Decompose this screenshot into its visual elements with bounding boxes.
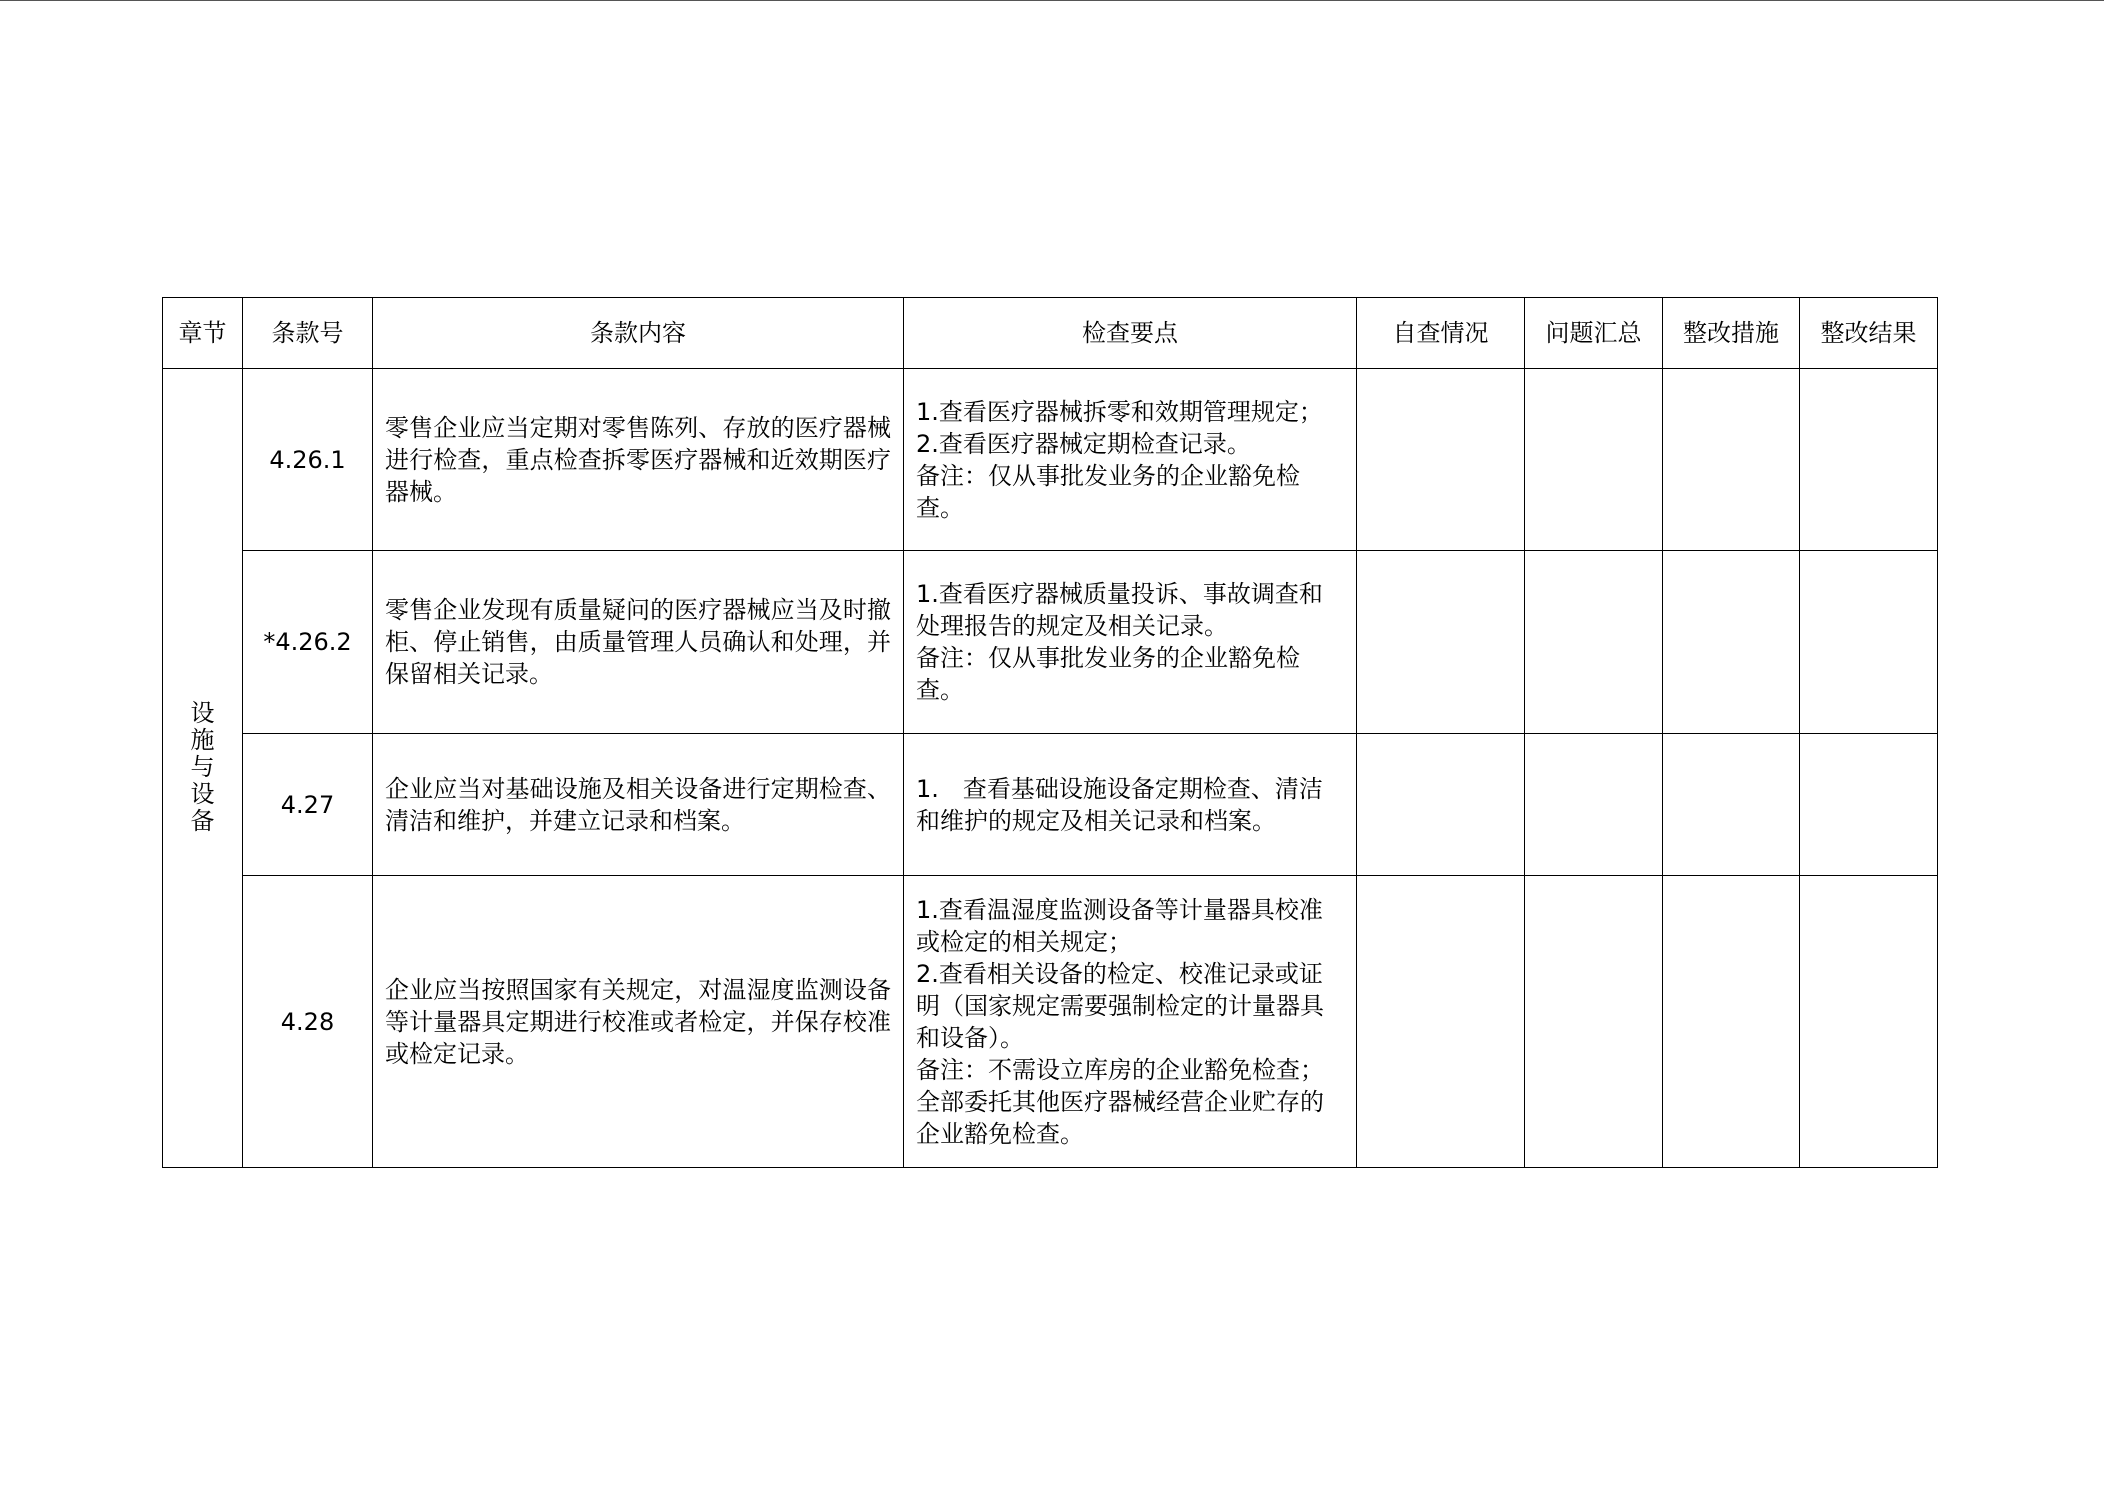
clause-content-cell: 零售企业应当定期对零售陈列、存放的医疗器械进行检查，重点检查拆零医疗器械和近效期医疗器械。 <box>373 369 904 551</box>
check-point-line: 2.查看相关设备的检定、校准记录或证明（国家规定需要强制检定的计量器具和设备）。 <box>916 959 1324 1052</box>
check-point-line: 1. 查看基础设施设备定期检查、清洁和维护的规定及相关记录和档案。 <box>916 774 1323 835</box>
table-row <box>163 369 1938 551</box>
check-point-line: 备注：仅从事批发业务的企业豁免检查。 <box>916 644 1300 704</box>
issues-cell[interactable] <box>1525 734 1663 876</box>
check-points-cell <box>904 551 1357 734</box>
clause-no-cell: *4.26.2 <box>243 551 373 734</box>
self-check-cell[interactable] <box>1357 734 1525 876</box>
clause-content-cell: 企业应当对基础设施及相关设备进行定期检查、清洁和维护，并建立记录和档案。 <box>373 734 904 876</box>
chapter-label: 设施与设备 <box>190 698 215 835</box>
table-row <box>163 876 1938 1168</box>
header-issues: 问题汇总 <box>1525 298 1663 369</box>
results-cell[interactable] <box>1800 876 1938 1168</box>
header-clause-no: 条款号 <box>243 298 373 369</box>
self-check-cell[interactable] <box>1357 876 1525 1168</box>
table-row <box>163 734 1938 876</box>
clause-content-cell: 零售企业发现有质量疑问的医疗器械应当及时撤柜、停止销售，由质量管理人员确认和处理，并保留相关记录。 <box>373 551 904 734</box>
measures-cell[interactable] <box>1663 876 1800 1168</box>
header-check-points: 检查要点 <box>904 298 1357 369</box>
check-point-line: 备注：不需设立库房的企业豁免检查；全部委托其他医疗器械经营企业贮存的企业豁免检查。 <box>916 1055 1324 1148</box>
clause-no-cell: 4.28 <box>243 876 373 1168</box>
header-results: 整改结果 <box>1800 298 1938 369</box>
table-row <box>163 551 1938 734</box>
clause-no-cell: 4.27 <box>243 734 373 876</box>
measures-cell[interactable] <box>1663 551 1800 734</box>
header-chapter: 章节 <box>163 298 243 369</box>
results-cell[interactable] <box>1800 734 1938 876</box>
self-check-table <box>162 297 1938 1168</box>
clause-content-cell: 企业应当按照国家有关规定，对温湿度监测设备等计量器具定期进行校准或者检定，并保存校准或检定记录。 <box>373 876 904 1168</box>
measures-cell[interactable] <box>1663 369 1800 551</box>
self-check-cell[interactable] <box>1357 369 1525 551</box>
check-points-cell <box>904 369 1357 551</box>
check-point-line: 1.查看医疗器械质量投诉、事故调查和处理报告的规定及相关记录。 <box>916 580 1323 640</box>
results-cell[interactable] <box>1800 551 1938 734</box>
results-cell[interactable] <box>1800 369 1938 551</box>
header-row <box>163 298 1938 369</box>
clause-no-cell: 4.26.1 <box>243 369 373 551</box>
self-check-cell[interactable] <box>1357 551 1525 734</box>
check-points-cell <box>904 876 1357 1168</box>
issues-cell[interactable] <box>1525 551 1663 734</box>
check-point-line: 2.查看医疗器械定期检查记录。 <box>916 429 1251 458</box>
page-top-border <box>0 0 2104 1</box>
measures-cell[interactable] <box>1663 734 1800 876</box>
header-self-check: 自查情况 <box>1357 298 1525 369</box>
check-points-cell <box>904 734 1357 876</box>
issues-cell[interactable] <box>1525 876 1663 1168</box>
header-clause-content: 条款内容 <box>373 298 904 369</box>
check-point-line: 1.查看医疗器械拆零和效期管理规定； <box>916 397 1323 426</box>
header-measures: 整改措施 <box>1663 298 1800 369</box>
check-point-line: 1.查看温湿度监测设备等计量器具校准或检定的相关规定； <box>916 895 1323 956</box>
chapter-cell <box>163 369 243 1168</box>
issues-cell[interactable] <box>1525 369 1663 551</box>
check-point-line: 备注：仅从事批发业务的企业豁免检查。 <box>916 461 1300 522</box>
